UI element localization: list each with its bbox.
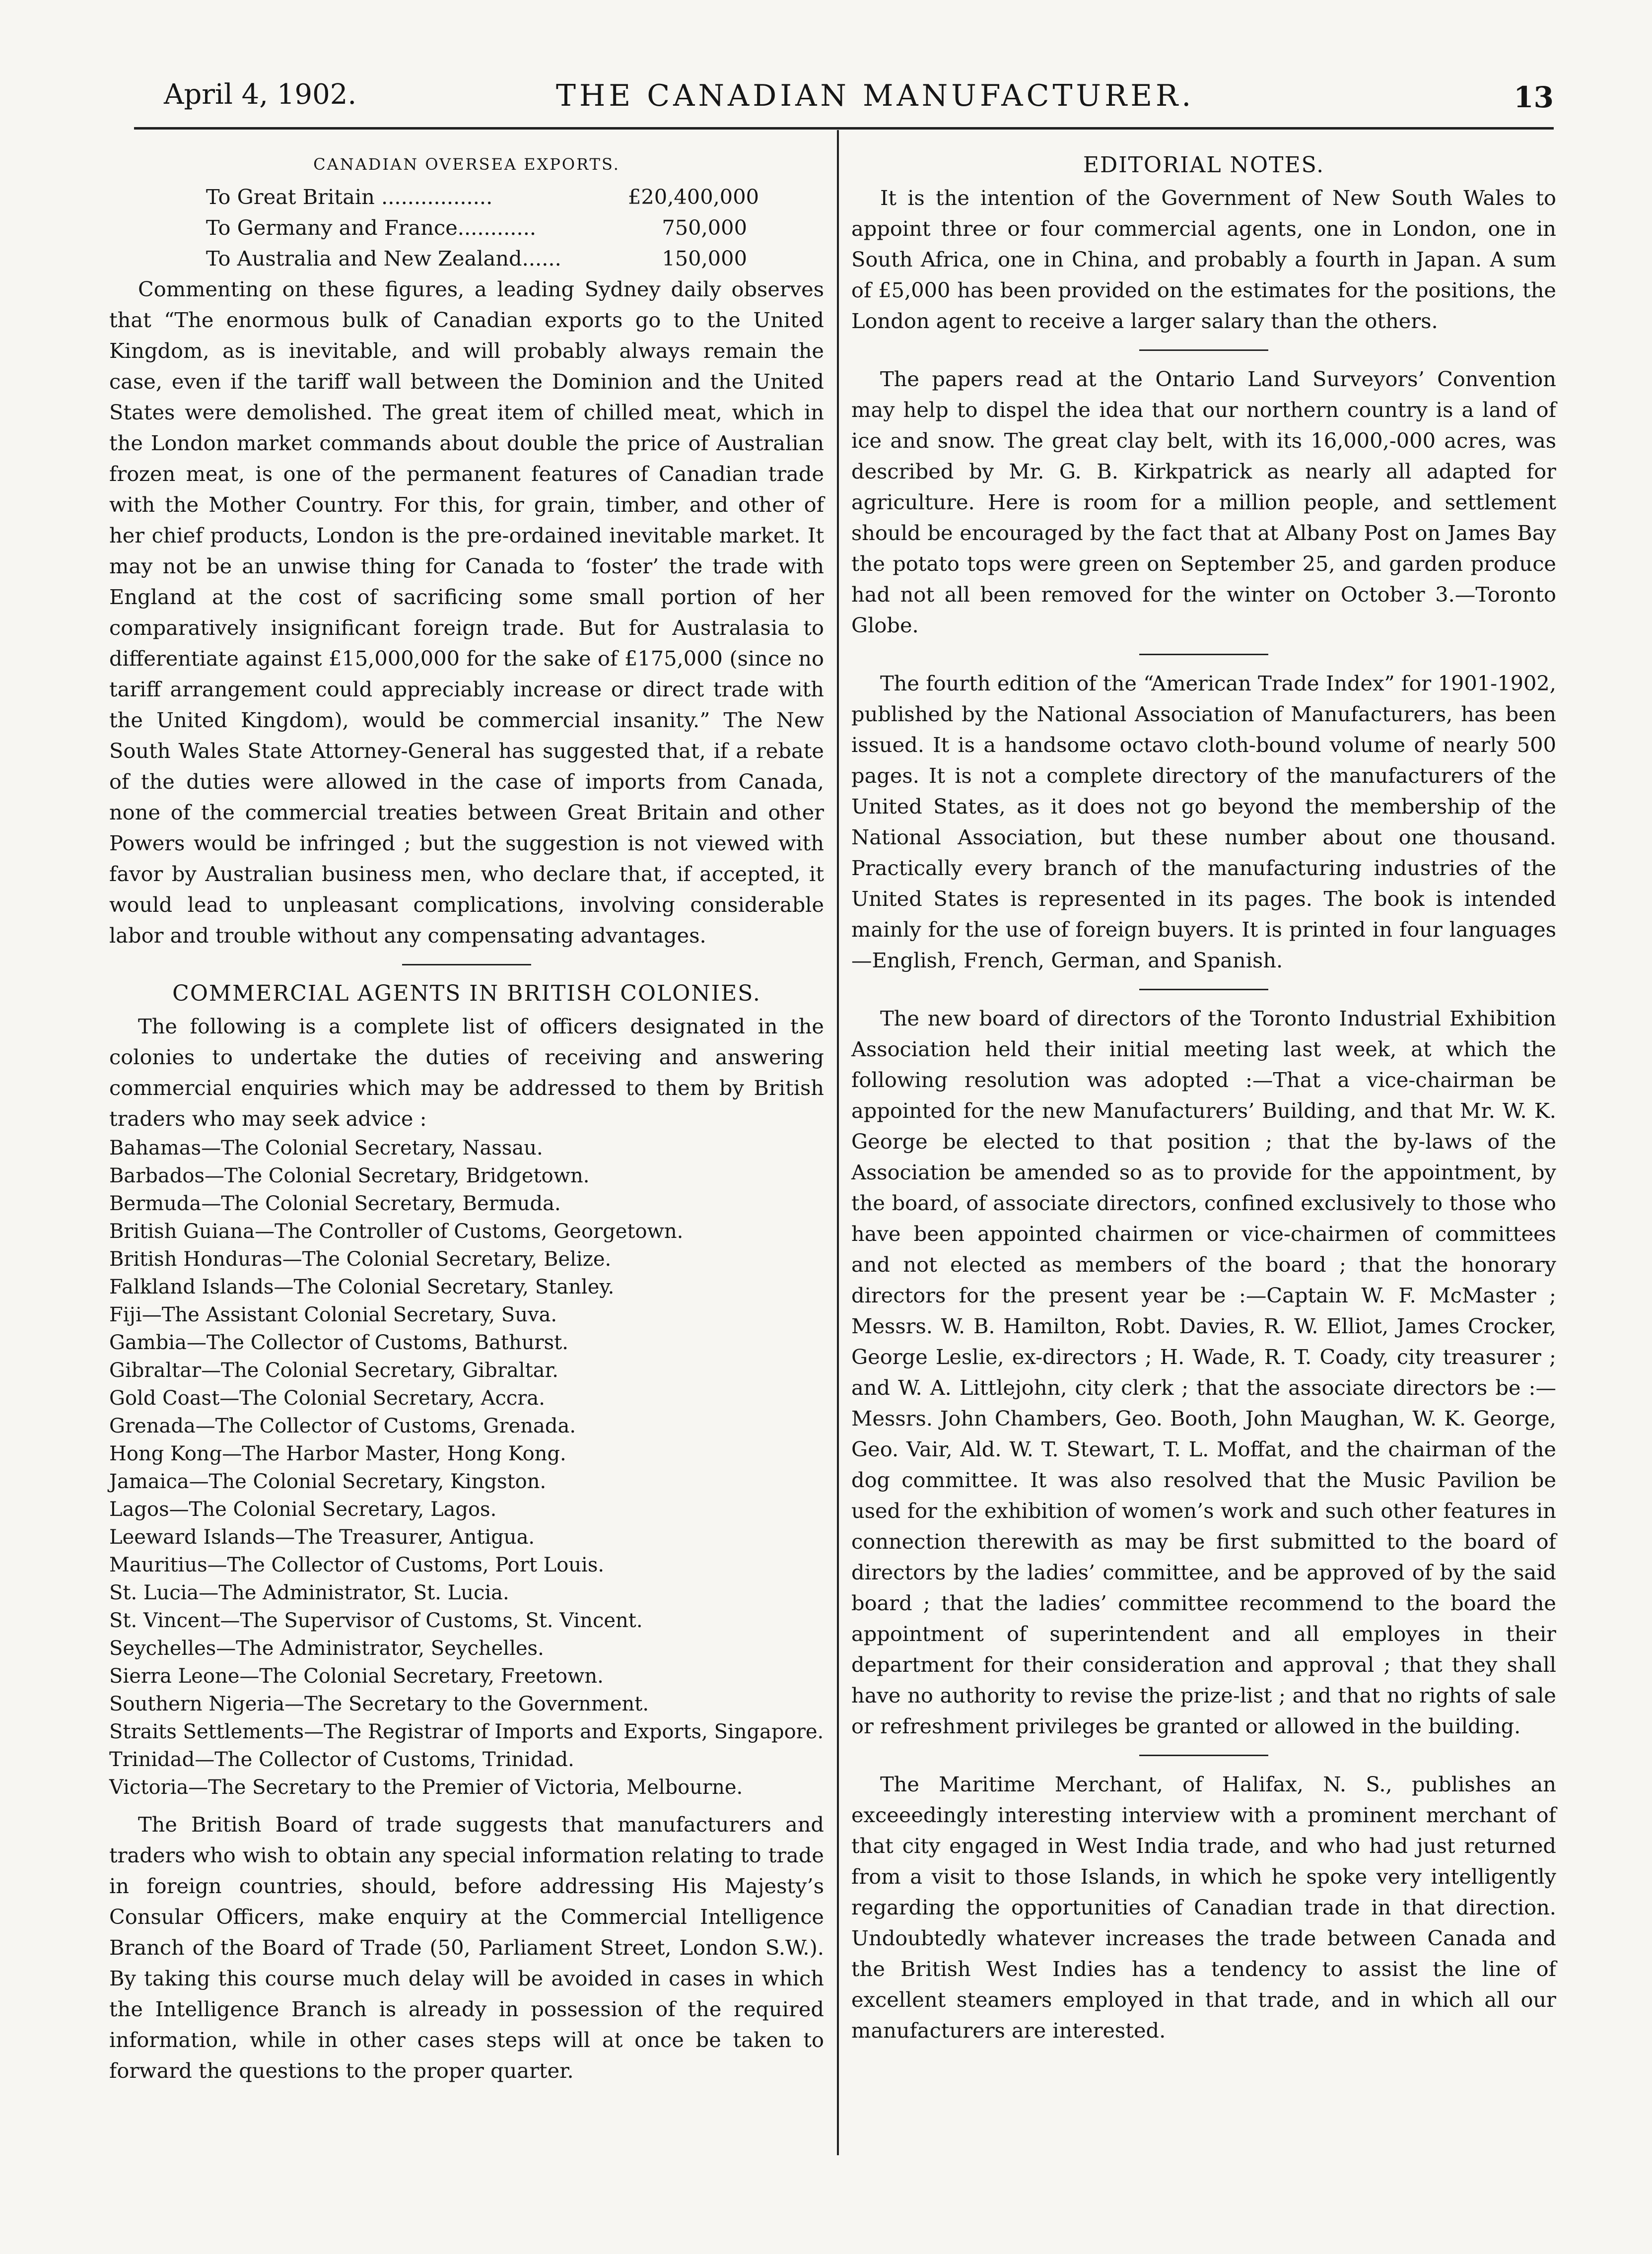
page-header — [164, 73, 1554, 118]
exports-heading: CANADIAN OVERSEA EXPORTS. — [313, 155, 620, 174]
editorial-note: The papers read at the Ontario Land Surveyors’ Convention may help to dispel the idea that our northern country is a land of ice and snow. The great clay belt, with its 16,000,-000 acres, was described by Mr. G. B. Kirkpatrick as nearly all adapted for agriculture. Here is room for a million people, and settlement should be encouraged by the fact that at Albany Post on James Bay the potato tops were green on September 25, and garden produce had not all been removed for the winter on October 3.—Toronto Globe. — [851, 367, 1556, 637]
list-item: Bahamas—The Colonial Secretary, Nassau. — [109, 1137, 543, 1160]
list-item: Gold Coast—The Colonial Secretary, Accra. — [109, 1387, 545, 1410]
list-item: St. Vincent—The Supervisor of Customs, St. Vincent. — [109, 1609, 643, 1632]
editorial-note: The fourth edition of the “American Trade Index” for 1901-1902, published by the National Association of Manufacturers, has been issued. It is a handsome octavo cloth-bound volume of nearly 500 pages. It is not a complete directory of the manufacturers of the United States, as it does not go beyond the membership of the National Association, but these number about one thousand. Practically every branch of the manufacturing industries of the United States is represented in its pages. The book is intended mainly for the use of foreign buyers. It is printed in four languages—English, French, German, and Spanish. — [851, 671, 1556, 972]
section-divider — [1139, 1755, 1268, 1756]
editorial-note: The Maritime Merchant, of Halifax, N. S., publishes an exceeedingly interesting interview with a prominent merchant of that city engaged in West India trade, and who had just returned from a visit to those Islands, in which he spoke very intelligently regarding the opportunities of Canadian trade in that direction. Undoubtedly whatever increases the trade between Canada and the British West Indies has a tendency to assist the line of excellent steamers employed in that trade, and in which all our manufacturers are interested. — [851, 1772, 1556, 2043]
exports-row: To Great Britain ................. £20,400,000 — [206, 185, 759, 209]
list-item: British Honduras—The Colonial Secretary, Belize. — [109, 1248, 612, 1271]
list-item: Hong Kong—The Harbor Master, Hong Kong. — [109, 1442, 566, 1465]
section-divider — [1139, 989, 1268, 990]
list-item: Bermuda—The Colonial Secretary, Bermuda. — [109, 1192, 561, 1215]
issue-date: April 4, 1902. — [164, 78, 357, 111]
exports-commentary: Commenting on these figures, a leading Sydney daily observes that “The enormous bulk of Canadian exports go to the United Kingdom, as is inevitable, and will probably always remain the case, even if the tariff wall between the Dominion and the United States were demolished. The great item of chilled meat, which in the London market commands about double the price of Australian frozen meat, is one of the permanent features of Canadian trade with the Mother Country. For this, for grain, timber, and other of her chief products, London is the pre-ordained inevitable market. It may not be an unwise thing for Canada to ‘foster’ the trade with England at the cost of sacrificing some small portion of her comparatively insignificant foreign trade. But for Australasia to differentiate against £15,000,000 for the sake of £175,000 (since no tariff arrangement could appreciably increase or direct trade with the United Kingdom), would be commercial insanity.” The New South Wales State Attorney-General has suggested that, if a rebate of the duties were allowed in the case of imports from Canada, none of the commercial treaties between Great Britain and other Powers would be infringed ; but the suggestion is not viewed with favor by Australian business men, who declare that, if accepted, it would lead to unpleasant complications, involving considerable labor and trouble without any compensating advantages. — [109, 277, 824, 948]
editorial-note: The new board of directors of the Toronto Industrial Exhibition Association held their initial meeting last week, at which the following resolution was adopted :—That a vice-chairman be appointed for the new Manufacturers’ Building, and that Mr. W. K. George be elected to that position ; that the by-laws of the Association be amended so as to provide for the appointment, by the board, of associate directors, confined exclusively to those who have been appointed chairmen or vice-chairmen of committees and not elected as members of the board ; that the honorary directors for the present year be :—Captain W. F. McMaster ; Messrs. W. B. Hamilton, Robt. Davies, R. W. Elliot, James Crocker, George Leslie, ex-directors ; H. Wade, R. T. Coady, city treasurer ; and W. A. Littlejohn, city clerk ; that the associate directors be :—Messrs. John Chambers, Geo. Booth, John Maughan, W. K. George, Geo. Vair, Ald. W. T. Stewart, T. L. Moffat, and the chairman of the dog committee. It was also resolved that the Music Pavilion be used for the exhibition of women’s work and such other features in connection therewith as may be first submitted to the board of directors by the ladies’ committee, and be approved of by the said board ; that the ladies’ committee recommend to the board the appointment of superintendent and all employes in their department for their consideration and approval ; that they shall have no authority to revise the prize-list ; and that no rights of sale or refreshment privileges be granted or allowed in the building. — [851, 1006, 1556, 1738]
list-item: Barbados—The Colonial Secretary, Bridgetown. — [109, 1164, 590, 1187]
left-column — [109, 149, 824, 2086]
section-divider — [402, 964, 531, 965]
list-item: Straits Settlements—The Registrar of Imports and Exports, Singapore. — [109, 1720, 824, 1743]
section-divider — [1139, 349, 1268, 351]
page-number: 13 — [1514, 80, 1554, 114]
list-item: Mauritius—The Collector of Customs, Port Louis. — [109, 1554, 605, 1576]
publication-title: THE CANADIAN MANUFACTURER. — [556, 78, 1195, 113]
editorial-heading: EDITORIAL NOTES. — [1083, 152, 1325, 178]
header-rule — [134, 127, 1554, 130]
editorial-note: It is the intention of the Government of New South Wales to appoint three or four commercial agents, one in London, one in South Africa, one in China, and probably a fourth in Japan. A sum of £5,000 has been provided on the estimates for the positions, the London agent to receive a larger salary than the others. — [851, 186, 1556, 333]
list-item: St. Lucia—The Administrator, St. Lucia. — [109, 1581, 509, 1604]
list-item: Seychelles—The Administrator, Seychelles. — [109, 1637, 544, 1660]
agents-intro: The following is a complete list of officers designated in the colonies to undertake the duties of receiving and answering commercial enquiries which may be addressed to them by British traders who may seek advice : — [109, 1014, 824, 1131]
exports-row: To Australia and New Zealand...... 150,000 — [206, 246, 747, 271]
column-divider — [837, 130, 839, 2155]
right-column — [851, 149, 1556, 2046]
list-item: Leeward Islands—The Treasurer, Antigua. — [109, 1526, 535, 1549]
list-item: Fiji—The Assistant Colonial Secretary, Suva. — [109, 1303, 557, 1326]
agents-list — [109, 1134, 824, 1801]
list-item: Victoria—The Secretary to the Premier of Victoria, Melbourne. — [109, 1776, 743, 1799]
section-divider — [1139, 654, 1268, 655]
list-item: British Guiana—The Controller of Customs, Georgetown. — [109, 1220, 684, 1243]
exports-table — [109, 182, 824, 274]
list-item: Sierra Leone—The Colonial Secretary, Freetown. — [109, 1665, 604, 1688]
board-of-trade-paragraph: The British Board of trade suggests that manufacturers and traders who wish to obtain any special information relating to trade in foreign countries, should, before addressing His Majesty’s Consular Officers, make enquiry at the Commercial Intelligence Branch of the Board of Trade (50, Parliament Street, London S.W.). By taking this course much delay will be avoided in cases in which the Intelligence Branch is already in possession of the required information, while in other cases steps will at once be taken to forward the questions to the proper quarter. — [109, 1812, 824, 2083]
list-item: Southern Nigeria—The Secretary to the Government. — [109, 1693, 649, 1715]
list-item: Lagos—The Colonial Secretary, Lagos. — [109, 1498, 497, 1521]
list-item: Falkland Islands—The Colonial Secretary, Stanley. — [109, 1276, 615, 1298]
exports-row: To Germany and France............ 750,000 — [206, 215, 747, 240]
list-item: Gibraltar—The Colonial Secretary, Gibraltar. — [109, 1359, 558, 1382]
agents-heading: COMMERCIAL AGENTS IN BRITISH COLONIES. — [172, 981, 761, 1006]
list-item: Grenada—The Collector of Customs, Grenada. — [109, 1415, 576, 1437]
list-item: Trinidad—The Collector of Customs, Trinidad. — [109, 1748, 574, 1771]
list-item: Gambia—The Collector of Customs, Bathurst. — [109, 1331, 568, 1354]
list-item: Jamaica—The Colonial Secretary, Kingston. — [109, 1470, 547, 1493]
